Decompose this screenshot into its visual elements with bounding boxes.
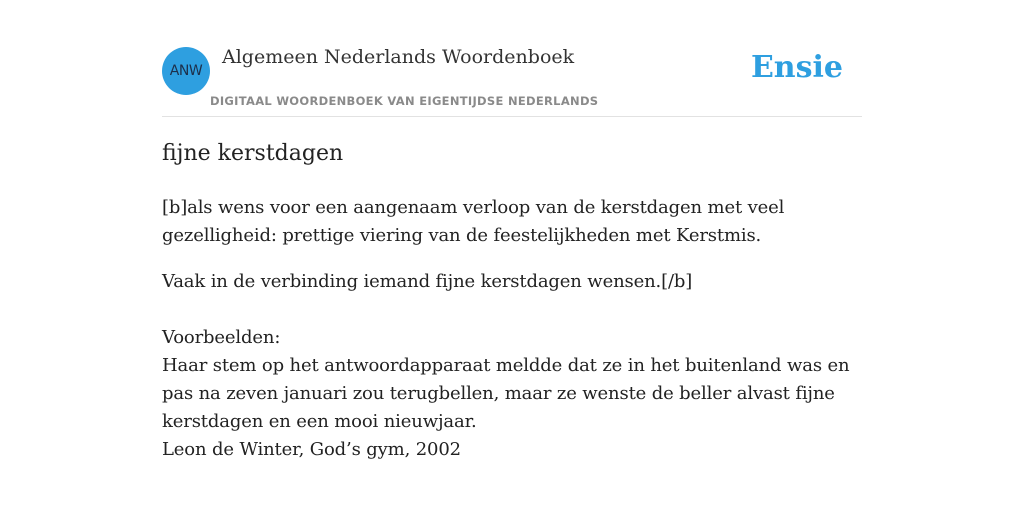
example-source: Leon de Winter, God’s gym, 2002 bbox=[162, 439, 461, 460]
site-subtitle: DIGITAAL WOORDENBOEK VAN EIGENTIJDSE NEDERLANDS bbox=[210, 94, 599, 108]
ensie-brand-link[interactable]: Ensie bbox=[750, 50, 843, 85]
entry-term: fijne kerstdagen bbox=[162, 141, 344, 166]
entry-content bbox=[162, 138, 862, 464]
site-header bbox=[162, 46, 862, 117]
examples-label: Voorbeelden: bbox=[162, 327, 281, 348]
logo-text: ANW bbox=[169, 63, 203, 79]
examples-section bbox=[162, 324, 862, 464]
example-text: Haar stem op het antwoordapparaat meldde dat ze in het buitenland was en pas na zeven januari zou terugbellen, maar ze wenste de beller alvast fijne kerstdagen en een mooi nieuwjaar. bbox=[162, 355, 850, 432]
entry-usage: Vaak in de verbinding iemand fijne kerstdagen wensen.[/b] bbox=[162, 271, 693, 292]
anw-logo[interactable] bbox=[162, 47, 210, 95]
entry-definition: [b]als wens voor een aangenaam verloop van de kerstdagen met veel gezelligheid: prettige viering van de feestelijkheden met Kerstmis. bbox=[162, 197, 785, 246]
site-title[interactable]: Algemeen Nederlands Woordenboek bbox=[222, 46, 575, 68]
